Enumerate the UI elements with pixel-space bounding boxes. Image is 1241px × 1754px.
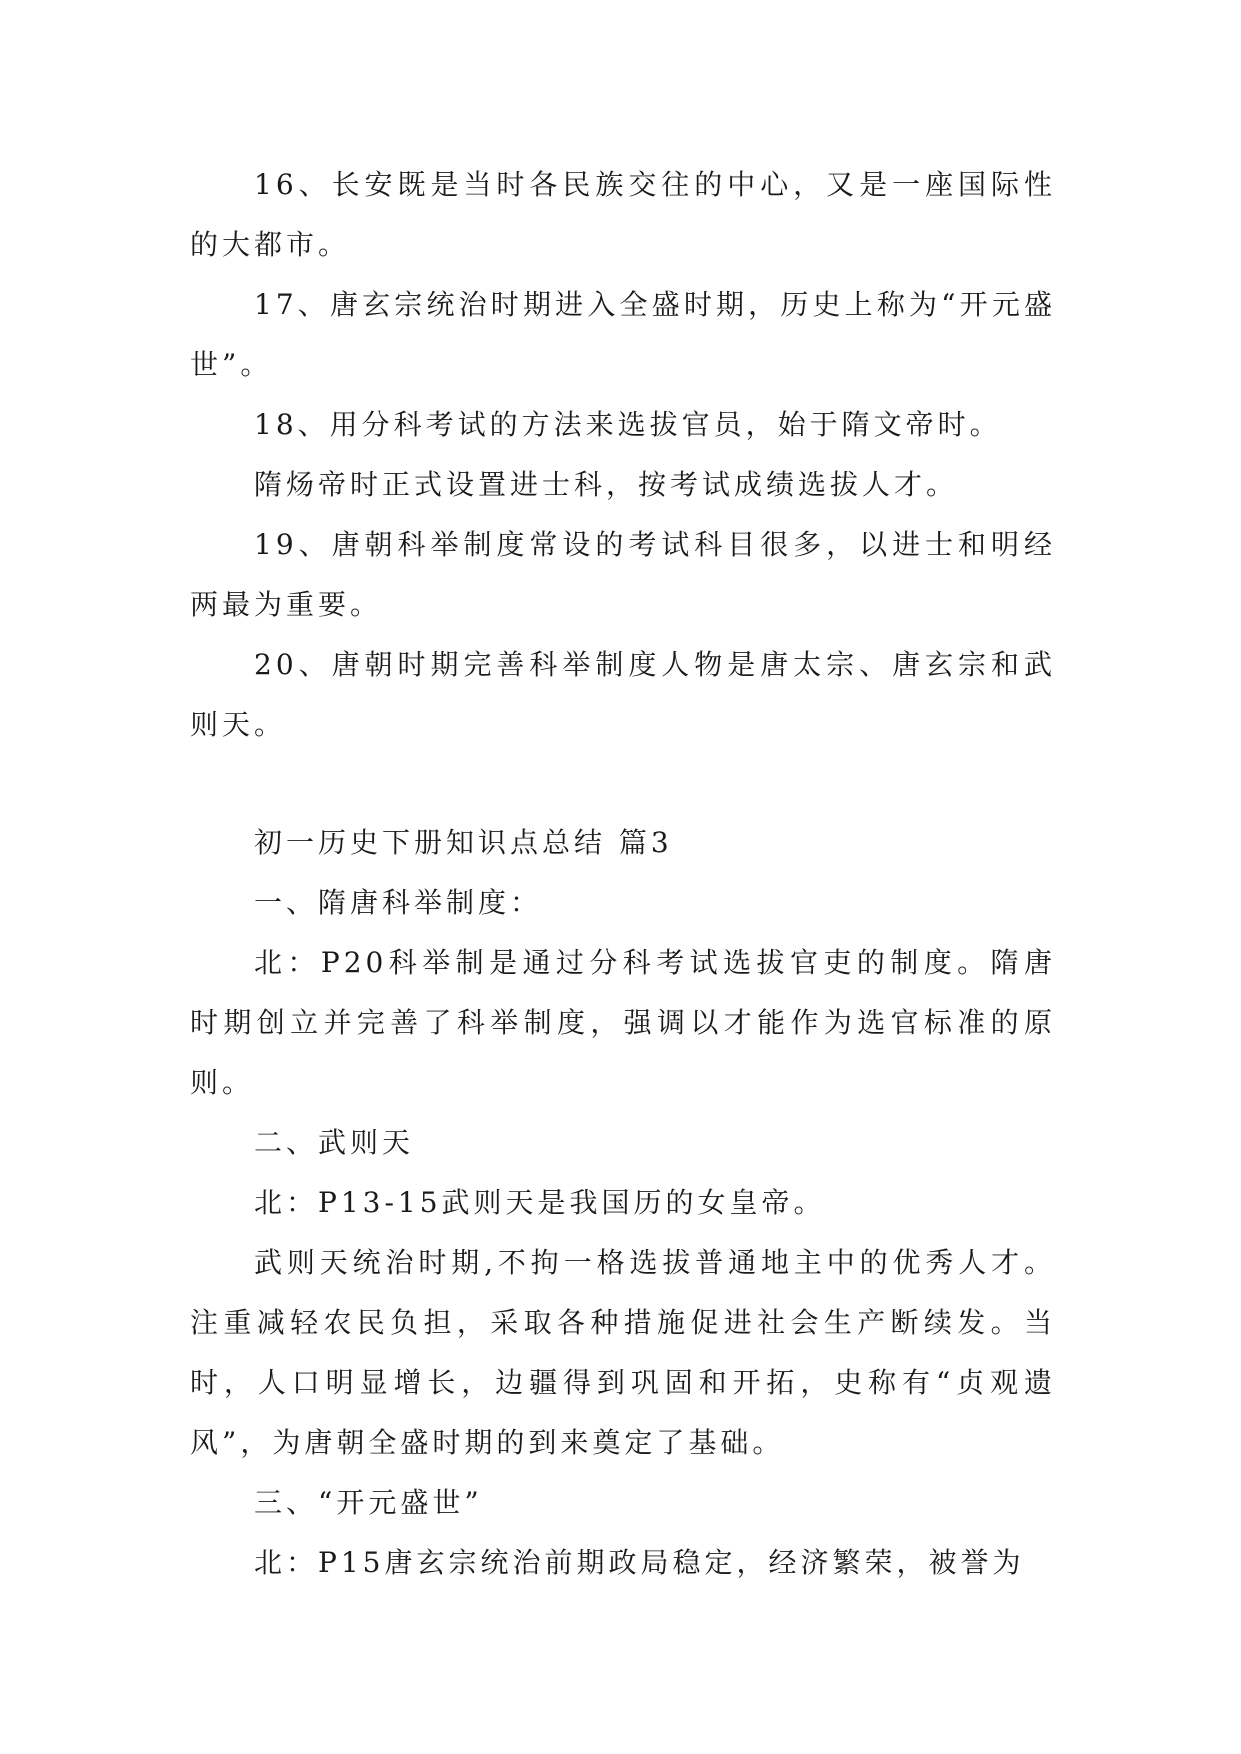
- paragraph-19: 19、唐朝科举制度常设的考试科目很多，以进士和明经两最为重要。: [190, 528, 1056, 621]
- document-body: [190, 155, 1056, 1593]
- paragraph-wuzetian-intro: 北：P13-15武则天是我国历的女皇帝。: [254, 1186, 826, 1219]
- paragraph-18: 18、用分科考试的方法来选拔官员，始于隋文帝时。: [254, 408, 1002, 441]
- heading-keju: 一、隋唐科举制度：: [254, 886, 543, 919]
- paragraph-wuzetian-detail: 武则天统治时期,不拘一格选拔普通地主中的优秀人才。注重减轻农民负担，采取各种措施促进社会生产断续发。当时，人口明显增长，边疆得到巩固和开拓，史称有“贞观遗风”，为唐朝全盛时期的到来奠定了基础。: [190, 1246, 1056, 1459]
- paragraph-kaiyuan: 北：P15唐玄宗统治前期政局稳定，经济繁荣，被誉为: [254, 1546, 1025, 1579]
- paragraph-keju: 北：P20科举制是通过分科考试选拔官吏的制度。隋唐时期创立并完善了科举制度，强调以才能作为选官标准的原则。: [190, 946, 1056, 1099]
- section-spacer: [190, 755, 1056, 813]
- paragraph-18-continued: 隋炀帝时正式设置进士科，按考试成绩选拔人才。: [254, 468, 959, 501]
- paragraph-17: 17、唐玄宗统治时期进入全盛时期，历史上称为“开元盛世”。: [190, 288, 1056, 381]
- heading-kaiyuan: 三、“开元盛世”: [254, 1486, 483, 1519]
- paragraph-16: 16、长安既是当时各民族交往的中心，又是一座国际性的大都市。: [190, 168, 1056, 261]
- section-title: 初一历史下册知识点总结 篇3: [254, 826, 673, 859]
- heading-wuzetian: 二、武则天: [254, 1126, 415, 1159]
- paragraph-20: 20、唐朝时期完善科举制度人物是唐太宗、唐玄宗和武则天。: [190, 648, 1056, 741]
